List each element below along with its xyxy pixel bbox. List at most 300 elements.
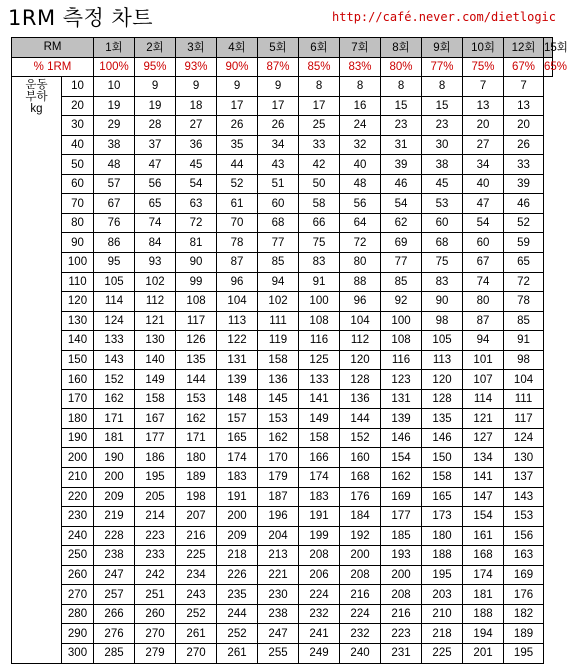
- value-cell: 139: [217, 370, 258, 390]
- table-row: [12, 468, 553, 488]
- value-cell: 162: [94, 389, 135, 409]
- value-cell: 161: [463, 526, 504, 546]
- value-cell: 25: [299, 116, 340, 136]
- rm-table: [11, 37, 568, 664]
- value-cell: 8: [299, 77, 340, 97]
- header-cell: 2회: [135, 38, 176, 58]
- value-cell: 193: [381, 546, 422, 566]
- value-cell: 136: [258, 370, 299, 390]
- value-cell: 148: [217, 389, 258, 409]
- value-cell: 216: [340, 585, 381, 605]
- value-cell: 185: [381, 526, 422, 546]
- value-cell: 209: [94, 487, 135, 507]
- value-cell: 218: [217, 546, 258, 566]
- table-row: [12, 624, 553, 644]
- value-cell: 38: [422, 155, 463, 175]
- value-cell: 195: [504, 643, 544, 663]
- value-cell: 224: [340, 604, 381, 624]
- value-cell: 87: [217, 253, 258, 273]
- value-cell: 31: [381, 135, 422, 155]
- value-cell: 181: [94, 428, 135, 448]
- value-cell: 195: [135, 468, 176, 488]
- value-cell: 96: [217, 272, 258, 292]
- table-row: [12, 96, 553, 116]
- table-row: [12, 174, 553, 194]
- percent-cell: 75%: [463, 57, 504, 77]
- value-cell: 189: [504, 624, 544, 644]
- value-cell: 68: [422, 233, 463, 253]
- value-cell: 67: [94, 194, 135, 214]
- value-cell: 72: [176, 213, 217, 233]
- value-cell: 232: [340, 624, 381, 644]
- load-cell: 80: [62, 213, 94, 233]
- header-cell: 4회: [217, 38, 258, 58]
- value-cell: 255: [258, 643, 299, 663]
- value-cell: 184: [340, 507, 381, 527]
- value-cell: 16: [340, 96, 381, 116]
- percent-cell: 90%: [217, 57, 258, 77]
- table-row: [12, 487, 553, 507]
- value-cell: 216: [381, 604, 422, 624]
- percent-cell: 93%: [176, 57, 217, 77]
- value-cell: 8: [381, 77, 422, 97]
- load-cell: 250: [62, 546, 94, 566]
- value-cell: 238: [94, 546, 135, 566]
- value-cell: 65: [504, 253, 544, 273]
- value-cell: 26: [258, 116, 299, 136]
- value-cell: 39: [504, 174, 544, 194]
- load-cell: 290: [62, 624, 94, 644]
- load-cell: 280: [62, 604, 94, 624]
- header-row: [12, 38, 553, 58]
- table-row: [12, 643, 553, 663]
- value-cell: 124: [504, 428, 544, 448]
- value-cell: 77: [381, 253, 422, 273]
- percent-label: % 1RM: [12, 57, 94, 77]
- value-cell: 27: [176, 116, 217, 136]
- load-cell: 60: [62, 174, 94, 194]
- value-cell: 177: [381, 507, 422, 527]
- value-cell: 170: [258, 448, 299, 468]
- value-cell: 92: [381, 292, 422, 312]
- value-cell: 17: [258, 96, 299, 116]
- table-row: [12, 233, 553, 253]
- value-cell: 80: [463, 292, 504, 312]
- value-cell: 276: [94, 624, 135, 644]
- value-cell: 257: [94, 585, 135, 605]
- value-cell: 133: [94, 331, 135, 351]
- value-cell: 61: [217, 194, 258, 214]
- value-cell: 180: [422, 526, 463, 546]
- header-cell: 15회: [544, 38, 553, 58]
- value-cell: 135: [422, 409, 463, 429]
- load-cell: 170: [62, 389, 94, 409]
- value-cell: 117: [176, 311, 217, 331]
- value-cell: 225: [422, 643, 463, 663]
- load-cell: 210: [62, 468, 94, 488]
- value-cell: 17: [217, 96, 258, 116]
- value-cell: 112: [135, 292, 176, 312]
- value-cell: 60: [463, 233, 504, 253]
- value-cell: 98: [422, 311, 463, 331]
- value-cell: 78: [217, 233, 258, 253]
- value-cell: 105: [422, 331, 463, 351]
- percent-cell: 65%: [544, 57, 553, 77]
- value-cell: 38: [94, 135, 135, 155]
- value-cell: 15: [381, 96, 422, 116]
- value-cell: 83: [422, 272, 463, 292]
- value-cell: 84: [135, 233, 176, 253]
- header-cell: 1회: [94, 38, 135, 58]
- value-cell: 153: [258, 409, 299, 429]
- load-cell: 50: [62, 155, 94, 175]
- load-cell: 240: [62, 526, 94, 546]
- value-cell: 29: [94, 116, 135, 136]
- value-cell: 44: [217, 155, 258, 175]
- table-row: [12, 389, 553, 409]
- value-cell: 133: [299, 370, 340, 390]
- value-cell: 196: [258, 507, 299, 527]
- value-cell: 91: [299, 272, 340, 292]
- value-cell: 46: [504, 194, 544, 214]
- value-cell: 46: [381, 174, 422, 194]
- table-row: [12, 116, 553, 136]
- value-cell: 177: [135, 428, 176, 448]
- value-cell: 116: [299, 331, 340, 351]
- value-cell: 39: [381, 155, 422, 175]
- value-cell: 91: [504, 331, 544, 351]
- value-cell: 77: [258, 233, 299, 253]
- value-cell: 85: [504, 311, 544, 331]
- value-cell: 108: [176, 292, 217, 312]
- value-cell: 24: [340, 116, 381, 136]
- load-cell: 190: [62, 428, 94, 448]
- value-cell: 102: [258, 292, 299, 312]
- value-cell: 149: [135, 370, 176, 390]
- value-cell: 137: [504, 468, 544, 488]
- value-cell: 168: [463, 546, 504, 566]
- value-cell: 32: [340, 135, 381, 155]
- value-cell: 189: [176, 468, 217, 488]
- value-cell: 104: [217, 292, 258, 312]
- value-cell: 139: [381, 409, 422, 429]
- load-cell: 100: [62, 253, 94, 273]
- value-cell: 158: [258, 350, 299, 370]
- value-cell: 230: [258, 585, 299, 605]
- value-cell: 242: [135, 565, 176, 585]
- value-cell: 158: [299, 428, 340, 448]
- value-cell: 8: [422, 77, 463, 97]
- percent-cell: 83%: [340, 57, 381, 77]
- value-cell: 128: [340, 370, 381, 390]
- value-cell: 231: [381, 643, 422, 663]
- value-cell: 45: [176, 155, 217, 175]
- value-cell: 198: [176, 487, 217, 507]
- load-cell: 140: [62, 331, 94, 351]
- value-cell: 120: [422, 370, 463, 390]
- value-cell: 93: [135, 253, 176, 273]
- value-cell: 107: [463, 370, 504, 390]
- value-cell: 194: [463, 624, 504, 644]
- value-cell: 201: [463, 643, 504, 663]
- value-cell: 62: [381, 213, 422, 233]
- value-cell: 33: [299, 135, 340, 155]
- value-cell: 149: [299, 409, 340, 429]
- value-cell: 108: [299, 311, 340, 331]
- value-cell: 130: [504, 448, 544, 468]
- table-row: [12, 135, 553, 155]
- load-cell: 90: [62, 233, 94, 253]
- value-cell: 114: [94, 292, 135, 312]
- value-cell: 130: [135, 331, 176, 351]
- table-row: [12, 526, 553, 546]
- value-cell: 98: [504, 350, 544, 370]
- percent-cell: 67%: [504, 57, 544, 77]
- value-cell: 59: [504, 233, 544, 253]
- value-cell: 140: [135, 350, 176, 370]
- table-row: [12, 272, 553, 292]
- value-cell: 270: [176, 643, 217, 663]
- value-cell: 69: [381, 233, 422, 253]
- value-cell: 111: [504, 389, 544, 409]
- value-cell: 240: [340, 643, 381, 663]
- value-cell: 122: [217, 331, 258, 351]
- value-cell: 28: [135, 116, 176, 136]
- value-cell: 207: [176, 507, 217, 527]
- value-cell: 70: [217, 213, 258, 233]
- table-row: [12, 585, 553, 605]
- load-cell: 180: [62, 409, 94, 429]
- value-cell: 9: [135, 77, 176, 97]
- value-cell: 145: [258, 389, 299, 409]
- value-cell: 63: [176, 194, 217, 214]
- value-cell: 156: [504, 526, 544, 546]
- percent-cell: 77%: [422, 57, 463, 77]
- value-cell: 182: [504, 604, 544, 624]
- value-cell: 183: [299, 487, 340, 507]
- table-row: [12, 428, 553, 448]
- value-cell: 19: [94, 96, 135, 116]
- value-cell: 209: [217, 526, 258, 546]
- value-cell: 23: [422, 116, 463, 136]
- value-cell: 114: [463, 389, 504, 409]
- value-cell: 200: [94, 468, 135, 488]
- table-row: [12, 546, 553, 566]
- value-cell: 8: [340, 77, 381, 97]
- value-cell: 113: [422, 350, 463, 370]
- value-cell: 47: [135, 155, 176, 175]
- value-cell: 131: [217, 350, 258, 370]
- percent-cell: 95%: [135, 57, 176, 77]
- value-cell: 9: [176, 77, 217, 97]
- value-cell: 19: [135, 96, 176, 116]
- load-cell: 70: [62, 194, 94, 214]
- value-cell: 111: [258, 311, 299, 331]
- value-cell: 74: [135, 213, 176, 233]
- value-cell: 225: [176, 546, 217, 566]
- value-cell: 112: [340, 331, 381, 351]
- value-cell: 80: [340, 253, 381, 273]
- value-cell: 247: [258, 624, 299, 644]
- value-cell: 235: [217, 585, 258, 605]
- value-cell: 9: [258, 77, 299, 97]
- value-cell: 153: [176, 389, 217, 409]
- load-cell: 220: [62, 487, 94, 507]
- value-cell: 200: [217, 507, 258, 527]
- value-cell: 108: [381, 331, 422, 351]
- value-cell: 171: [94, 409, 135, 429]
- percent-row: [12, 57, 553, 77]
- value-cell: 261: [217, 643, 258, 663]
- percent-cell: 100%: [94, 57, 135, 77]
- value-cell: 9: [217, 77, 258, 97]
- load-cell: 300: [62, 643, 94, 663]
- table-row: [12, 253, 553, 273]
- value-cell: 81: [176, 233, 217, 253]
- value-cell: 76: [94, 213, 135, 233]
- value-cell: 208: [340, 565, 381, 585]
- value-cell: 26: [504, 135, 544, 155]
- value-cell: 157: [217, 409, 258, 429]
- value-cell: 176: [340, 487, 381, 507]
- value-cell: 152: [94, 370, 135, 390]
- value-cell: 176: [504, 585, 544, 605]
- value-cell: 232: [299, 604, 340, 624]
- value-cell: 74: [463, 272, 504, 292]
- value-cell: 27: [463, 135, 504, 155]
- chart-title: 1RM 측정 차트: [8, 6, 154, 30]
- value-cell: 104: [504, 370, 544, 390]
- value-cell: 105: [94, 272, 135, 292]
- value-cell: 85: [381, 272, 422, 292]
- value-cell: 94: [463, 331, 504, 351]
- value-cell: 30: [422, 135, 463, 155]
- value-cell: 94: [258, 272, 299, 292]
- table-row: [12, 194, 553, 214]
- value-cell: 85: [258, 253, 299, 273]
- value-cell: 279: [135, 643, 176, 663]
- value-cell: 146: [422, 428, 463, 448]
- table-body: [12, 38, 568, 664]
- value-cell: 247: [94, 565, 135, 585]
- percent-cell: 87%: [258, 57, 299, 77]
- header-cell: 3회: [176, 38, 217, 58]
- header-cell: 7회: [340, 38, 381, 58]
- value-cell: 66: [299, 213, 340, 233]
- value-cell: 173: [422, 507, 463, 527]
- value-cell: 75: [299, 233, 340, 253]
- value-cell: 68: [258, 213, 299, 233]
- value-cell: 127: [463, 428, 504, 448]
- value-cell: 192: [340, 526, 381, 546]
- value-cell: 188: [463, 604, 504, 624]
- value-cell: 48: [340, 174, 381, 194]
- value-cell: 252: [217, 624, 258, 644]
- value-cell: 234: [176, 565, 217, 585]
- value-cell: 205: [135, 487, 176, 507]
- value-cell: 163: [504, 546, 544, 566]
- value-cell: 64: [340, 213, 381, 233]
- value-cell: 52: [217, 174, 258, 194]
- value-cell: 228: [94, 526, 135, 546]
- load-side-label: [12, 77, 62, 663]
- value-cell: 124: [94, 311, 135, 331]
- value-cell: 121: [463, 409, 504, 429]
- value-cell: 200: [340, 546, 381, 566]
- value-cell: 204: [258, 526, 299, 546]
- table-row: [12, 213, 553, 233]
- value-cell: 100: [381, 311, 422, 331]
- value-cell: 7: [504, 77, 544, 97]
- value-cell: 35: [217, 135, 258, 155]
- value-cell: 223: [381, 624, 422, 644]
- value-cell: 179: [258, 468, 299, 488]
- value-cell: 45: [422, 174, 463, 194]
- value-cell: 251: [135, 585, 176, 605]
- value-cell: 162: [258, 428, 299, 448]
- value-cell: 150: [422, 448, 463, 468]
- value-cell: 152: [340, 428, 381, 448]
- value-cell: 95: [94, 253, 135, 273]
- header-cell: 9회: [422, 38, 463, 58]
- value-cell: 54: [381, 194, 422, 214]
- side-label-line: kg: [30, 103, 43, 116]
- header-cell: 10회: [463, 38, 504, 58]
- value-cell: 33: [504, 155, 544, 175]
- value-cell: 261: [176, 624, 217, 644]
- value-cell: 224: [299, 585, 340, 605]
- value-cell: 144: [340, 409, 381, 429]
- value-cell: 17: [299, 96, 340, 116]
- value-cell: 154: [463, 507, 504, 527]
- value-cell: 226: [217, 565, 258, 585]
- value-cell: 160: [340, 448, 381, 468]
- value-cell: 134: [463, 448, 504, 468]
- value-cell: 141: [463, 468, 504, 488]
- value-cell: 34: [258, 135, 299, 155]
- value-cell: 166: [299, 448, 340, 468]
- value-cell: 65: [135, 194, 176, 214]
- value-cell: 101: [463, 350, 504, 370]
- load-cell: 130: [62, 311, 94, 331]
- value-cell: 188: [422, 546, 463, 566]
- value-cell: 10: [94, 77, 135, 97]
- value-cell: 13: [504, 96, 544, 116]
- value-cell: 165: [422, 487, 463, 507]
- table-row: [12, 565, 553, 585]
- value-cell: 23: [381, 116, 422, 136]
- value-cell: 162: [381, 468, 422, 488]
- value-cell: 13: [463, 96, 504, 116]
- value-cell: 102: [135, 272, 176, 292]
- value-cell: 18: [176, 96, 217, 116]
- value-cell: 191: [217, 487, 258, 507]
- value-cell: 42: [299, 155, 340, 175]
- table-row: [12, 448, 553, 468]
- value-cell: 125: [299, 350, 340, 370]
- value-cell: 154: [381, 448, 422, 468]
- value-cell: 48: [94, 155, 135, 175]
- side-label-line: 운동: [25, 79, 48, 92]
- value-cell: 72: [504, 272, 544, 292]
- value-cell: 244: [217, 604, 258, 624]
- percent-cell: 85%: [299, 57, 340, 77]
- header-corner: RM: [12, 38, 94, 58]
- value-cell: 249: [299, 643, 340, 663]
- header-cell: 12회: [504, 38, 544, 58]
- value-cell: 15: [422, 96, 463, 116]
- value-cell: 221: [258, 565, 299, 585]
